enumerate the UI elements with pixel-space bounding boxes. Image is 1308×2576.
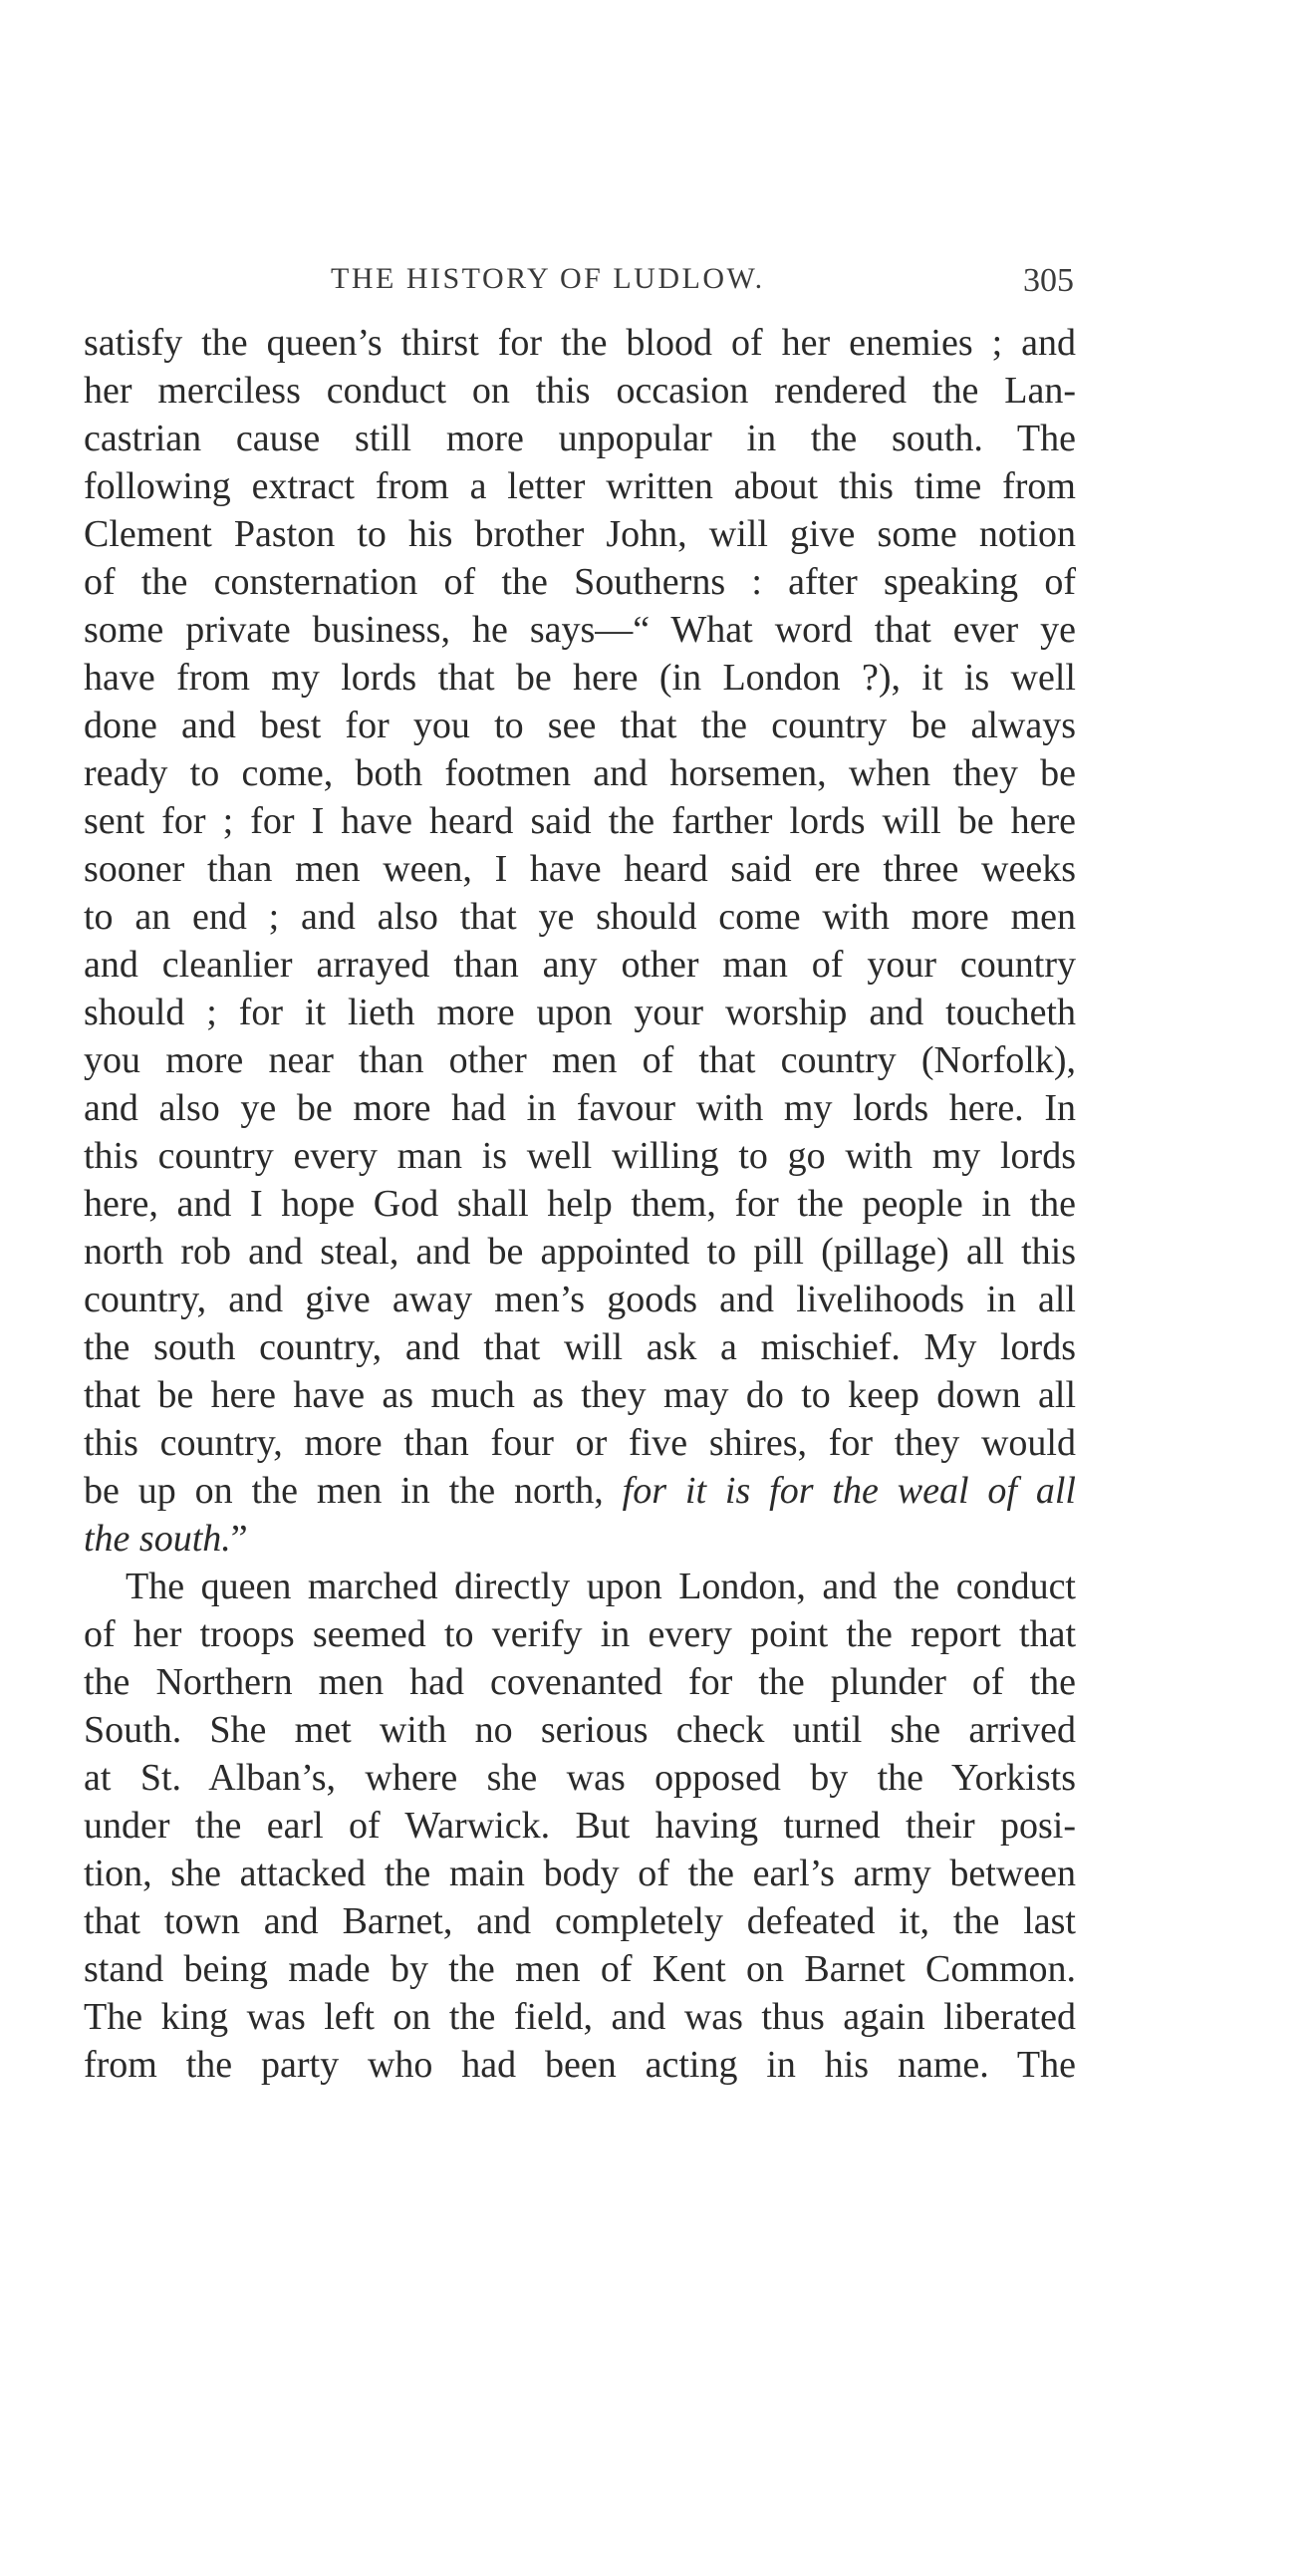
text-line: this country, more than four or five shires, for they would	[84, 1422, 1076, 1464]
text-line: the south country, and that will ask a mischief. My lords	[84, 1326, 1076, 1368]
text-line-with-italic	[84, 1515, 1076, 1563]
text-line: The king was left on the field, and was thus again liberated	[84, 1996, 1076, 2038]
text-line: here, and I hope God shall help them, for the people in the	[84, 1183, 1076, 1225]
text-line: at St. Alban’s, where she was opposed by the Yorkists	[84, 1757, 1076, 1799]
text-line: satisfy the queen’s thirst for the blood of her enemies ; and	[84, 322, 1076, 364]
text-line: have from my lords that be here (in London ?), it is well	[84, 657, 1076, 699]
text-fragment: be up on the men in the north,	[84, 1470, 623, 1512]
running-head	[331, 262, 1074, 302]
paragraph-first-line: The queen marched directly upon London, and the conduct	[126, 1566, 1076, 1607]
text-line: tion, she attacked the main body of the earl’s army between	[84, 1853, 1076, 1894]
text-line: of her troops seemed to verify in every point the report that	[84, 1613, 1076, 1655]
text-line: stand being made by the men of Kent on Barnet Common.	[84, 1948, 1076, 1990]
running-title: THE HISTORY OF LUDLOW.	[331, 262, 765, 295]
text-line: of the consternation of the Southerns : after speaking of	[84, 561, 1076, 603]
text-line: this country every man is well willing to go with my lords	[84, 1135, 1076, 1177]
text-line: Clement Paston to his brother John, will give some notion	[84, 513, 1076, 555]
text-line: done and best for you to see that the country be always	[84, 705, 1076, 746]
text-line: you more near than other men of that country (Norfolk),	[84, 1039, 1076, 1081]
text-line: the Northern men had covenanted for the plunder of the	[84, 1661, 1076, 1703]
text-line: under the earl of Warwick. But having turned their posi-	[84, 1805, 1076, 1847]
text-line: sooner than men ween, I have heard said ere three weeks	[84, 848, 1076, 890]
closing-quote: ”	[230, 1518, 248, 1560]
text-line: her merciless conduct on this occasion rendered the Lan-	[84, 370, 1076, 412]
text-line: that town and Barnet, and completely defeated it, the last	[84, 1900, 1076, 1942]
text-line: to an end ; and also that ye should come with more men	[84, 896, 1076, 938]
text-line: that be here have as much as they may do to keep down all	[84, 1374, 1076, 1416]
text-line: north rob and steal, and be appointed to pill (pillage) all this	[84, 1231, 1076, 1273]
text-line-with-italic	[84, 1467, 1076, 1515]
page-number: 305	[1023, 262, 1074, 299]
text-line: from the party who had been acting in his name. The	[84, 2044, 1076, 2086]
text-line: sent for ; for I have heard said the farther lords will be here	[84, 800, 1076, 842]
text-line: castrian cause still more unpopular in the south. The	[84, 418, 1076, 459]
text-line: should ; for it lieth more upon your worship and toucheth	[84, 992, 1076, 1033]
text-line: some private business, he says—“ What word that ever ye	[84, 609, 1076, 651]
text-line: ready to come, both footmen and horsemen, when they be	[84, 752, 1076, 794]
text-line: and also ye be more had in favour with my lords here. In	[84, 1087, 1076, 1129]
text-line: country, and give away men’s goods and livelihoods in all	[84, 1279, 1076, 1320]
italic-phrase: for it is for the weal of all	[622, 1470, 1076, 1512]
text-line: following extract from a letter written about this time from	[84, 465, 1076, 507]
italic-phrase: the south.	[84, 1518, 231, 1560]
text-line: South. She met with no serious check until she arrived	[84, 1709, 1076, 1751]
body-text	[84, 319, 1076, 2089]
text-line: and cleanlier arrayed than any other man of your country	[84, 944, 1076, 986]
